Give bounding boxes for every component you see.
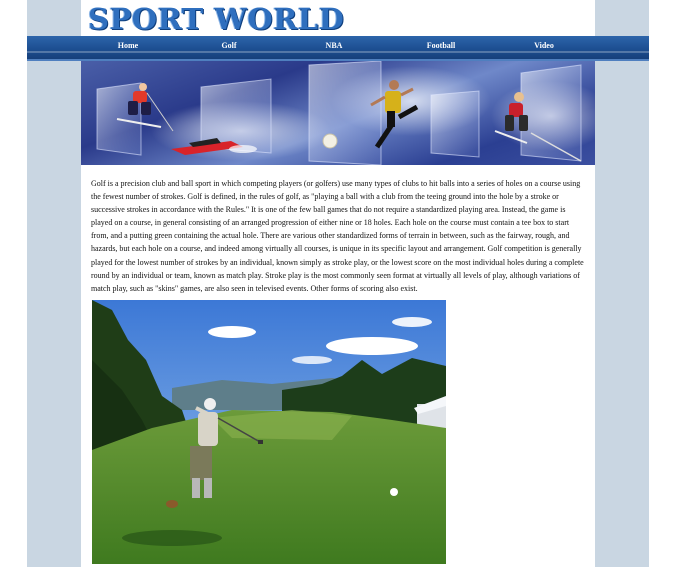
golfer-photo	[92, 300, 446, 564]
nav-item-nba[interactable]: NBA	[325, 41, 343, 50]
nav-item-video: Video	[534, 41, 554, 50]
banner-illustration	[81, 61, 595, 165]
nav-item-home[interactable]: Home	[117, 41, 139, 50]
main-nav	[27, 36, 649, 61]
site-logo[interactable]: SPORT WORLD	[88, 2, 345, 36]
nav-item-golf[interactable]: Golf	[221, 41, 237, 50]
nav-item-football[interactable]: Football	[426, 41, 456, 50]
golf-course-image	[92, 300, 446, 564]
article-text: Golf is a precision club and ball sport in which competing players (or golfers) use many types of clubs to hit balls into a series of holes on a course using the fewest number of strokes. Golf is defined, in the rules of golf, as "playing a ball with a club from the teeing ground into the hole by a stroke or successive strokes in accordance with the Rules." It is one of the few ball games that do not require a standardized playing area. Instead, the game is played on a course, in general consisting of an arranged progression of either nine or 18 holes. Each hole on the course must contain a tee box to start from, and a putting green containing the actual hole. There are various other standardized forms of terrain in between, such as the fairway, rough, and hazards, but each hole on a course, and indeed among virtually all courses, is unique in its specific layout and arrangement. Golf competition is generally played for the lowest number of strokes by an individual, known simply as stroke play, or the lowest score on the most individual holes during a complete round by an individual or team, known as match play. Stroke play is the most commonly seen format at virtually all levels of play, although variations of match play, such as "skins" games, are also seen in televised events. Other forms of scoring also exist.	[91, 179, 584, 293]
sports-banner	[81, 61, 595, 165]
